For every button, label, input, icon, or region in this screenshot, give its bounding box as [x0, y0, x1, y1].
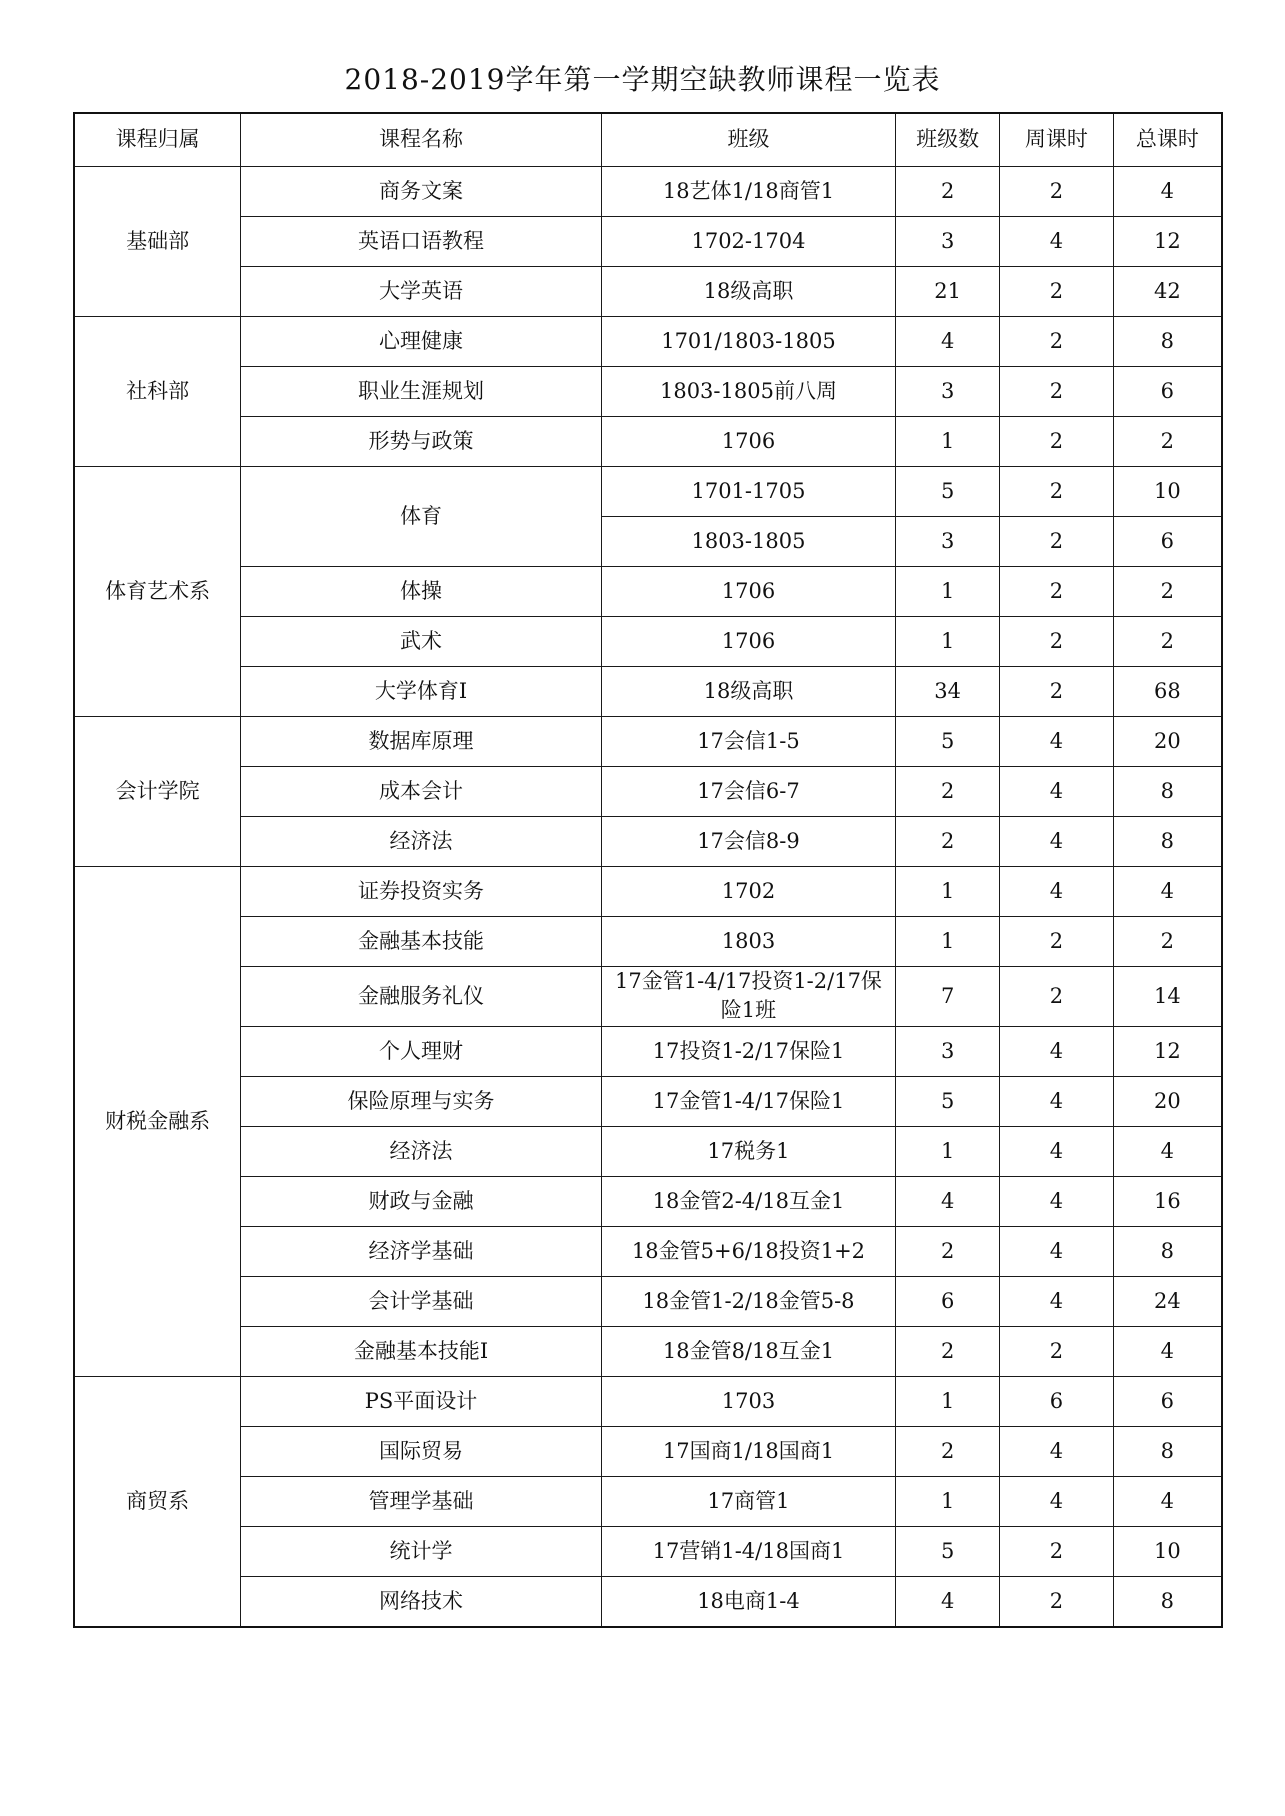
course-name-cell: 心理健康	[241, 317, 602, 367]
classes-cell: 1703	[601, 1376, 895, 1426]
class-count-cell: 6	[896, 1276, 1000, 1326]
table-row	[74, 967, 1222, 1027]
class-count-cell: 3	[896, 367, 1000, 417]
table-row	[74, 1376, 1222, 1426]
classes-cell: 17营销1-4/18国商1	[601, 1526, 895, 1576]
classes-cell: 1706	[601, 417, 895, 467]
course-name-cell: 成本会计	[241, 767, 602, 817]
course-name-cell: 经济学基础	[241, 1226, 602, 1276]
classes-cell: 17税务1	[601, 1126, 895, 1176]
class-count-cell: 1	[896, 867, 1000, 917]
classes-cell: 1706	[601, 617, 895, 667]
total-hours-cell: 10	[1113, 467, 1222, 517]
class-count-cell: 5	[896, 717, 1000, 767]
classes-cell: 17投资1-2/17保险1	[601, 1026, 895, 1076]
class-count-cell: 4	[896, 317, 1000, 367]
total-hours-cell: 8	[1113, 1226, 1222, 1276]
header-total-hours: 总课时	[1113, 113, 1222, 167]
weekly-hours-cell: 2	[1000, 267, 1113, 317]
table-row	[74, 667, 1222, 717]
weekly-hours-cell: 4	[1000, 1276, 1113, 1326]
total-hours-cell: 2	[1113, 617, 1222, 667]
course-name-cell: 大学体育Ⅰ	[241, 667, 602, 717]
table-row	[74, 567, 1222, 617]
class-count-cell: 1	[896, 1376, 1000, 1426]
class-count-cell: 5	[896, 1526, 1000, 1576]
header-weekly-hours: 周课时	[1000, 113, 1113, 167]
weekly-hours-cell: 2	[1000, 167, 1113, 217]
course-name-cell: 经济法	[241, 817, 602, 867]
course-name-cell: 商务文案	[241, 167, 602, 217]
weekly-hours-cell: 2	[1000, 517, 1113, 567]
classes-cell: 1702	[601, 867, 895, 917]
table-row	[74, 817, 1222, 867]
table-row	[74, 417, 1222, 467]
table-row	[74, 1026, 1222, 1076]
total-hours-cell: 8	[1113, 1576, 1222, 1627]
table-row	[74, 317, 1222, 367]
weekly-hours-cell: 4	[1000, 817, 1113, 867]
total-hours-cell: 16	[1113, 1176, 1222, 1226]
total-hours-cell: 6	[1113, 517, 1222, 567]
weekly-hours-cell: 4	[1000, 1476, 1113, 1526]
course-name-cell: PS平面设计	[241, 1376, 602, 1426]
class-count-cell: 1	[896, 1476, 1000, 1526]
classes-cell: 17会信6-7	[601, 767, 895, 817]
weekly-hours-cell: 4	[1000, 1426, 1113, 1476]
total-hours-cell: 6	[1113, 1376, 1222, 1426]
total-hours-cell: 42	[1113, 267, 1222, 317]
classes-cell: 18金管5+6/18投资1+2	[601, 1226, 895, 1276]
total-hours-cell: 20	[1113, 717, 1222, 767]
class-count-cell: 5	[896, 1076, 1000, 1126]
class-count-cell: 34	[896, 667, 1000, 717]
classes-cell: 1803-1805	[601, 517, 895, 567]
table-row	[74, 1576, 1222, 1627]
total-hours-cell: 6	[1113, 367, 1222, 417]
classes-cell: 17金管1-4/17投资1-2/17保险1班	[601, 967, 895, 1027]
header-class-count: 班级数	[896, 113, 1000, 167]
course-name-cell: 网络技术	[241, 1576, 602, 1627]
weekly-hours-cell: 2	[1000, 367, 1113, 417]
course-name-cell: 管理学基础	[241, 1476, 602, 1526]
table-row	[74, 217, 1222, 267]
weekly-hours-cell: 2	[1000, 917, 1113, 967]
weekly-hours-cell: 2	[1000, 467, 1113, 517]
classes-cell: 18艺体1/18商管1	[601, 167, 895, 217]
total-hours-cell: 2	[1113, 417, 1222, 467]
total-hours-cell: 4	[1113, 1476, 1222, 1526]
course-name-cell: 英语口语教程	[241, 217, 602, 267]
course-name-cell: 国际贸易	[241, 1426, 602, 1476]
weekly-hours-cell: 4	[1000, 1226, 1113, 1276]
classes-cell: 17商管1	[601, 1476, 895, 1526]
weekly-hours-cell: 2	[1000, 1526, 1113, 1576]
course-name-cell: 数据库原理	[241, 717, 602, 767]
weekly-hours-cell: 2	[1000, 667, 1113, 717]
total-hours-cell: 68	[1113, 667, 1222, 717]
weekly-hours-cell: 2	[1000, 417, 1113, 467]
course-name-cell: 体育	[241, 467, 602, 567]
header-classes: 班级	[601, 113, 895, 167]
class-count-cell: 1	[896, 917, 1000, 967]
total-hours-cell: 4	[1113, 867, 1222, 917]
dept-cell: 会计学院	[74, 717, 241, 867]
class-count-cell: 2	[896, 167, 1000, 217]
course-name-cell: 会计学基础	[241, 1276, 602, 1326]
class-count-cell: 3	[896, 1026, 1000, 1076]
total-hours-cell: 10	[1113, 1526, 1222, 1576]
dept-cell: 商贸系	[74, 1376, 241, 1627]
classes-cell: 18金管2-4/18互金1	[601, 1176, 895, 1226]
classes-cell: 1701/1803-1805	[601, 317, 895, 367]
weekly-hours-cell: 6	[1000, 1376, 1113, 1426]
weekly-hours-cell: 4	[1000, 1076, 1113, 1126]
table-row	[74, 1326, 1222, 1376]
weekly-hours-cell: 2	[1000, 567, 1113, 617]
course-name-cell: 证券投资实务	[241, 867, 602, 917]
course-name-cell: 金融基本技能	[241, 917, 602, 967]
course-name-cell: 个人理财	[241, 1026, 602, 1076]
table-row	[74, 1426, 1222, 1476]
total-hours-cell: 12	[1113, 1026, 1222, 1076]
header-dept: 课程归属	[74, 113, 241, 167]
table-row	[74, 717, 1222, 767]
total-hours-cell: 4	[1113, 1126, 1222, 1176]
table-row	[74, 1226, 1222, 1276]
classes-cell: 1706	[601, 567, 895, 617]
dept-cell: 基础部	[74, 167, 241, 317]
class-count-cell: 1	[896, 1126, 1000, 1176]
class-count-cell: 2	[896, 767, 1000, 817]
classes-cell: 18电商1-4	[601, 1576, 895, 1627]
table-row	[74, 917, 1222, 967]
classes-cell: 17金管1-4/17保险1	[601, 1076, 895, 1126]
total-hours-cell: 12	[1113, 217, 1222, 267]
class-count-cell: 2	[896, 817, 1000, 867]
course-name-cell: 大学英语	[241, 267, 602, 317]
total-hours-cell: 20	[1113, 1076, 1222, 1126]
dept-cell: 体育艺术系	[74, 467, 241, 717]
weekly-hours-cell: 4	[1000, 867, 1113, 917]
classes-cell: 17会信8-9	[601, 817, 895, 867]
class-count-cell: 4	[896, 1176, 1000, 1226]
course-name-cell: 形势与政策	[241, 417, 602, 467]
class-count-cell: 1	[896, 567, 1000, 617]
total-hours-cell: 8	[1113, 1426, 1222, 1476]
weekly-hours-cell: 4	[1000, 217, 1113, 267]
dept-cell: 社科部	[74, 317, 241, 467]
course-name-cell: 体操	[241, 567, 602, 617]
course-name-cell: 金融服务礼仪	[241, 967, 602, 1027]
classes-cell: 17会信1-5	[601, 717, 895, 767]
classes-cell: 17国商1/18国商1	[601, 1426, 895, 1476]
weekly-hours-cell: 2	[1000, 1576, 1113, 1627]
table-row	[74, 617, 1222, 667]
weekly-hours-cell: 2	[1000, 1326, 1113, 1376]
weekly-hours-cell: 2	[1000, 317, 1113, 367]
course-name-cell: 保险原理与实务	[241, 1076, 602, 1126]
course-name-cell: 武术	[241, 617, 602, 667]
total-hours-cell: 24	[1113, 1276, 1222, 1326]
class-count-cell: 7	[896, 967, 1000, 1027]
total-hours-cell: 8	[1113, 817, 1222, 867]
total-hours-cell: 2	[1113, 567, 1222, 617]
weekly-hours-cell: 4	[1000, 717, 1113, 767]
classes-cell: 18金管1-2/18金管5-8	[601, 1276, 895, 1326]
classes-cell: 1803-1805前八周	[601, 367, 895, 417]
total-hours-cell: 2	[1113, 917, 1222, 967]
class-count-cell: 1	[896, 417, 1000, 467]
weekly-hours-cell: 4	[1000, 1176, 1113, 1226]
table-row	[74, 867, 1222, 917]
weekly-hours-cell: 4	[1000, 767, 1113, 817]
total-hours-cell: 8	[1113, 767, 1222, 817]
class-count-cell: 4	[896, 1576, 1000, 1627]
class-count-cell: 2	[896, 1426, 1000, 1476]
total-hours-cell: 14	[1113, 967, 1222, 1027]
table-row	[74, 1276, 1222, 1326]
weekly-hours-cell: 2	[1000, 967, 1113, 1027]
course-name-cell: 财政与金融	[241, 1176, 602, 1226]
page-title: 2018-2019学年第一学期空缺教师课程一览表	[344, 63, 941, 96]
dept-cell: 财税金融系	[74, 867, 241, 1377]
total-hours-cell: 4	[1113, 167, 1222, 217]
classes-cell: 18级高职	[601, 667, 895, 717]
table-row	[74, 767, 1222, 817]
class-count-cell: 1	[896, 617, 1000, 667]
table-row	[74, 1526, 1222, 1576]
header-course-name: 课程名称	[241, 113, 602, 167]
class-count-cell: 21	[896, 267, 1000, 317]
course-name-cell: 职业生涯规划	[241, 367, 602, 417]
table-row	[74, 467, 1222, 517]
weekly-hours-cell: 4	[1000, 1026, 1113, 1076]
class-count-cell: 3	[896, 217, 1000, 267]
total-hours-cell: 8	[1113, 317, 1222, 367]
classes-cell: 1803	[601, 917, 895, 967]
table-row	[74, 267, 1222, 317]
table-row	[74, 1076, 1222, 1126]
classes-cell: 18金管8/18互金1	[601, 1326, 895, 1376]
table-row	[74, 367, 1222, 417]
course-name-cell: 统计学	[241, 1526, 602, 1576]
course-table	[73, 112, 1223, 1628]
class-count-cell: 2	[896, 1326, 1000, 1376]
weekly-hours-cell: 4	[1000, 1126, 1113, 1176]
course-name-cell: 金融基本技能Ⅰ	[241, 1326, 602, 1376]
table-row	[74, 1126, 1222, 1176]
classes-cell: 18级高职	[601, 267, 895, 317]
course-name-cell: 经济法	[241, 1126, 602, 1176]
total-hours-cell: 4	[1113, 1326, 1222, 1376]
classes-cell: 1701-1705	[601, 467, 895, 517]
table-row	[74, 1176, 1222, 1226]
class-count-cell: 5	[896, 467, 1000, 517]
weekly-hours-cell: 2	[1000, 617, 1113, 667]
table-row	[74, 1476, 1222, 1526]
class-count-cell: 3	[896, 517, 1000, 567]
header-row	[74, 113, 1222, 167]
class-count-cell: 2	[896, 1226, 1000, 1276]
table-row	[74, 167, 1222, 217]
classes-cell: 1702-1704	[601, 217, 895, 267]
